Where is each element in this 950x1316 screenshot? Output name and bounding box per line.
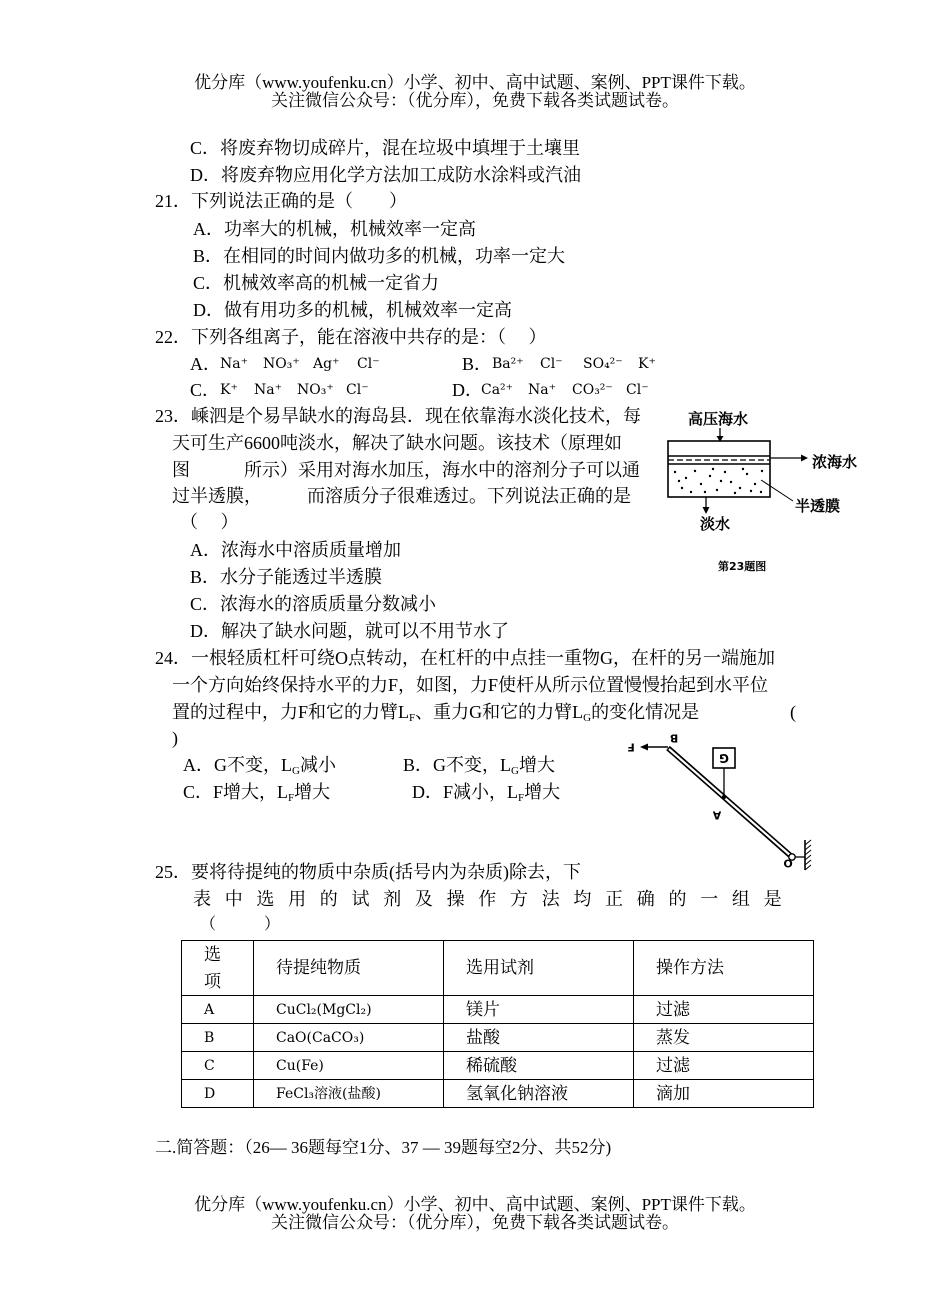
ion: NO₃⁺ (297, 382, 334, 398)
q22-stem: 22．下列各组离子，能在溶液中共存的是：（ ） (155, 327, 547, 347)
q22-option-d (452, 380, 652, 400)
q22-option-b (462, 354, 662, 374)
cell-reagent: 镁片 (444, 996, 634, 1024)
ion: Ag⁺ (313, 356, 340, 372)
header-method: 操作方法 (634, 941, 814, 996)
water-dot (724, 471, 726, 473)
outlet-arrow-head (801, 455, 808, 462)
footer-line-2: 关注微信公众号：（优分库），免费下载各类试题试卷。 (271, 1213, 679, 1232)
cell-option: A (182, 996, 254, 1024)
wall-hatching (805, 840, 811, 870)
header-reagent: 选用试剂 (444, 941, 634, 996)
q24-stem-line-3 (172, 702, 699, 722)
cell-reagent: 盐酸 (444, 1024, 634, 1052)
q24-option-d-text: D．F减小，L (412, 782, 519, 802)
water-dot (742, 468, 744, 470)
header-line-2: 关注微信公众号：（优分库），免费下载各类试题试卷。 (271, 91, 679, 110)
subscript-g: G (583, 712, 592, 724)
table-row (182, 1024, 814, 1052)
label-point-b: B (669, 731, 679, 745)
q24-option-b (403, 755, 555, 775)
cell-reagent: 氢氧化钠溶液 (444, 1080, 634, 1108)
table-row (182, 996, 814, 1024)
q23-stem-line-1: 23．嵊泗是个易旱缺水的海岛县．现在依靠海水淡化技术，每 (155, 406, 641, 426)
q23-option-c: C．浓海水的溶质质量分数减小 (190, 594, 437, 614)
ion: Ba²⁺ (492, 356, 524, 372)
water-dot (678, 480, 680, 482)
cell-reagent: 稀硫酸 (444, 1052, 634, 1080)
cell-substance: Cu(Fe) (254, 1052, 444, 1080)
ion: CO₃²⁻ (572, 382, 613, 398)
q24-option-b-text: B．G不变，L (403, 755, 511, 775)
water-dot (704, 491, 706, 493)
water-dot (690, 491, 692, 493)
water-dot (734, 492, 736, 494)
ion: Ca²⁺ (481, 382, 514, 398)
cell-option: D (182, 1080, 254, 1108)
subscript: F (288, 792, 295, 804)
q24-line3-text-3: 的变化情况是 (591, 702, 700, 722)
q21-option-d: D．做有用功多的机械，机械效率一定高 (193, 300, 512, 320)
hatch-mark (805, 855, 811, 860)
label-concentrated-seawater: 浓海水 (812, 453, 858, 471)
q24-option-c-text: C．F增大，L (183, 782, 289, 802)
label-pivot-o: O (783, 856, 793, 870)
ion: Na⁺ (254, 382, 282, 398)
water-dot (760, 491, 762, 493)
ion: Cl⁻ (357, 356, 380, 372)
hatch-mark (805, 860, 811, 865)
q23-stem-line-2: 天可生产6600吨淡水，解决了缺水问题。该技术（原理如 (172, 433, 622, 453)
q22-option-a-label: A． (190, 354, 221, 374)
table-row (182, 1080, 814, 1108)
cell-substance: CaO(CaCO₃) (254, 1024, 444, 1052)
water-dot (746, 473, 748, 475)
q24-option-a-text: A．G不变，L (183, 755, 292, 775)
label-force-f: F (627, 740, 635, 754)
ion: SO₄²⁻ (583, 356, 623, 372)
cell-method: 蒸发 (634, 1024, 814, 1052)
hatch-mark (805, 840, 811, 845)
water-dot (720, 480, 722, 482)
q22-option-b-label: B． (462, 354, 493, 374)
q23-figure-caption: 第23题图 (718, 560, 767, 573)
cell-substance: CuCl₂(MgCl₂) (254, 996, 444, 1024)
ion: K⁺ (220, 382, 238, 398)
q24-stem-line-1: 24．一根轻质杠杆可绕O点转动，在杠杆的中点挂一重物G，在杆的另一端施加 (155, 648, 775, 668)
water-dot (700, 483, 702, 485)
header-substance: 待提纯物质 (254, 941, 444, 996)
water-dot (709, 475, 711, 477)
q22-option-d-label: D． (452, 380, 483, 400)
table-row (182, 1052, 814, 1080)
water-dot (681, 487, 683, 489)
q23-figure-desalination (655, 398, 870, 578)
force-f-arrow-head (640, 744, 648, 751)
table-header-row (182, 941, 814, 996)
header-option-text: 选项 (204, 945, 221, 991)
purification-table (181, 940, 814, 1108)
subscript-f: F (409, 712, 416, 724)
q21-option-b: B．在相同的时间内做功多的机械，功率一定大 (193, 246, 566, 266)
q22-option-c (190, 380, 390, 400)
cell-substance: FeCl₃溶液(盐酸) (254, 1080, 444, 1108)
q24-option-d-text-end: 增大 (524, 782, 561, 802)
hatch-mark (805, 845, 811, 850)
water-dot (739, 487, 741, 489)
fresh-water-arrow-head (703, 507, 710, 514)
section-2-title: 二.简答题：（26— 36题每空1分、37 — 39题每空2分、共52分) (155, 1138, 612, 1157)
ion: K⁺ (638, 356, 656, 372)
q25-stem-line-2: 表中选用的试剂及操作方法均正确的一组是 (193, 889, 796, 909)
cell-method: 过滤 (634, 1052, 814, 1080)
q24-option-c-text-end: 增大 (294, 782, 331, 802)
q22-option-a (190, 354, 390, 374)
subscript: G (292, 765, 300, 777)
label-point-a: A (712, 808, 722, 822)
q24-answer-bracket-close: ) (172, 728, 178, 748)
q21-option-c: C．机械效率高的机械一定省力 (193, 273, 440, 293)
q22-option-c-label: C． (190, 380, 221, 400)
water-dot (685, 477, 687, 479)
label-semi-permeable-membrane: 半透膜 (795, 497, 841, 515)
q25-stem-line-1: 25．要将待提纯的物质中杂质(括号内为杂质)除去，下 (155, 862, 581, 882)
q23-stem-line-4: 过半透膜， 而溶质分子很难透过。下列说法正确的是 (172, 486, 631, 506)
q20-option-c: C．将废弃物切成碎片，混在垃圾中填埋于土壤里 (190, 138, 581, 158)
point-a-dot (722, 795, 726, 799)
q23-option-b: B．水分子能透过半透膜 (190, 567, 383, 587)
cell-method: 滴加 (634, 1080, 814, 1108)
desalination-chamber (668, 441, 770, 497)
header-line-1: 优分库（www.youfenku.cn）小学、初中、高中试题、案例、PPT课件下载。 (194, 73, 756, 92)
ion: Na⁺ (528, 382, 556, 398)
label-weight-g: G (719, 751, 729, 765)
q23-stem-line-3: 图 所示）采用对海水加压，海水中的溶剂分子可以通 (172, 460, 640, 480)
q24-option-a-text-end: 减小 (299, 755, 336, 775)
water-dot (694, 470, 696, 472)
water-dot (674, 471, 676, 473)
ion: Na⁺ (220, 356, 248, 372)
label-fresh-water: 淡水 (700, 515, 731, 533)
water-dot (716, 489, 718, 491)
q20-option-d: D．将废弃物应用化学方法加工成防水涂料或汽油 (190, 165, 581, 185)
label-high-pressure-seawater: 高压海水 (688, 410, 749, 428)
q23-answer-bracket: （ ） (180, 512, 239, 532)
cell-option: B (182, 1024, 254, 1052)
q24-option-c (183, 782, 330, 802)
water-dot (761, 470, 763, 472)
q24-option-b-text-end: 增大 (518, 755, 555, 775)
footer-line-1: 优分库（www.youfenku.cn）小学、初中、高中试题、案例、PPT课件下载。 (194, 1195, 756, 1214)
q24-line3-text-1: 置的过程中，力F和它的力臂L (172, 702, 410, 722)
subscript: F (518, 792, 525, 804)
water-dot (754, 483, 756, 485)
q21-option-a: A．功率大的机械，机械效率一定高 (193, 219, 476, 239)
header-option (182, 941, 254, 996)
q24-option-a (183, 755, 336, 775)
subscript: G (511, 765, 519, 777)
q23-option-a: A．浓海水中溶质质量增加 (190, 540, 401, 560)
q25-answer-bracket: （ ） (200, 916, 281, 933)
ion: Cl⁻ (626, 382, 649, 398)
q24-line3-text-2: 、重力G和它的力臂L (415, 702, 584, 722)
q23-option-d: D．解决了缺水问题，就可以不用节水了 (190, 621, 509, 641)
water-dot (750, 490, 752, 492)
q24-option-d (412, 782, 560, 802)
cell-method: 过滤 (634, 996, 814, 1024)
ion: Cl⁻ (540, 356, 563, 372)
q24-figure-lever (620, 730, 820, 875)
ion: NO₃⁺ (263, 356, 300, 372)
ion: Cl⁻ (346, 382, 369, 398)
water-dot (712, 468, 714, 470)
water-dot (730, 481, 732, 483)
hatch-mark (805, 850, 811, 855)
cell-option: C (182, 1052, 254, 1080)
q24-answer-bracket-open: ( (790, 702, 796, 722)
q24-stem-line-2: 一个方向始终保持水平的力F，如图，力F使杆从所示位置慢慢抬起到水平位 (172, 675, 769, 695)
hatch-mark (805, 865, 811, 870)
q21-stem: 21．下列说法正确的是（ ） (155, 191, 407, 211)
